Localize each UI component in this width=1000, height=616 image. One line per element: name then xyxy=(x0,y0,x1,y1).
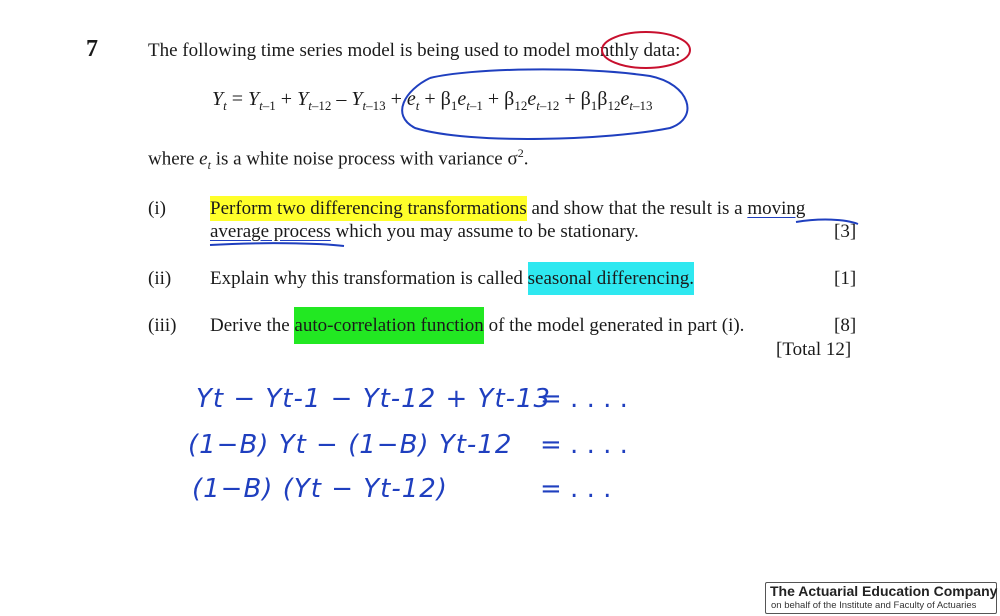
part-i-mark: [3] xyxy=(834,221,857,242)
blue-loop-annotation xyxy=(402,69,687,139)
part-i-label: (i) xyxy=(148,198,166,219)
intro-text-before: The following time series model is being used to mode xyxy=(148,40,566,61)
red-circle-annotation xyxy=(602,32,690,68)
model-equation: $Y_t = Y_{t-1} + Y_{t-12} - Y_{t-13} + e_t + \beta_1e_{t-1} + \beta_{12}e_{t-12} + \beta_1\beta_{12}e_{t-13}$ xyxy=(212,88,653,113)
part-i-line2: average process which you may assume to be stationary. xyxy=(210,221,639,242)
logo-subtitle: on behalf of the Institute and Faculty of Actuaries xyxy=(771,600,977,611)
part-ii-label: (ii) xyxy=(148,268,172,289)
handwriting-line1-lhs: Yt − Yt-1 − Yt-12 + Yt-13 xyxy=(196,384,552,414)
where-line: where $e_t$ is a white noise process with variance $\sigma^2$. xyxy=(148,146,529,173)
part-iii-mark: [8] xyxy=(834,315,857,336)
part-ii-mark: [1] xyxy=(834,268,857,289)
part-ii-text: Explain why this transformation is called seasonal differencing. xyxy=(210,268,694,290)
blue-underline-average xyxy=(210,243,344,246)
part-iii-highlight: auto-correlation function xyxy=(294,307,483,344)
company-logo xyxy=(765,582,997,614)
intro-circled-word: l monthly xyxy=(565,40,644,61)
handwriting-line2-rhs: = . . . . xyxy=(540,430,628,460)
question-number: 7 xyxy=(86,36,98,62)
handwriting-line2-lhs: (1−B) Yt − (1−B) Yt-12 xyxy=(188,430,513,460)
handwriting-line3-rhs: = . . . xyxy=(540,474,612,504)
part-iii-label: (iii) xyxy=(148,315,177,336)
part-iii-text: Derive the auto-correlation function of the model generated in part (i). xyxy=(210,315,744,337)
part-i-underlined-average: average process xyxy=(210,221,331,242)
logo-title: The Actuarial Education Company xyxy=(770,583,998,599)
blue-underline-moving xyxy=(796,220,858,224)
part-ii-highlight: seasonal differencing. xyxy=(528,262,694,295)
total-mark: [Total 12] xyxy=(776,339,852,360)
intro-text-after: data: xyxy=(643,40,681,61)
handwriting-line1-rhs: = . . . . xyxy=(540,384,628,414)
handwriting-line3-lhs: (1−B) (Yt − Yt-12) xyxy=(192,474,448,504)
part-i-highlight: Perform two differencing transformations xyxy=(210,198,527,219)
part-i-underlined-moving: moving xyxy=(747,198,806,219)
part-i-line1: Perform two differencing transformations and show that the result is a moving xyxy=(210,198,806,219)
